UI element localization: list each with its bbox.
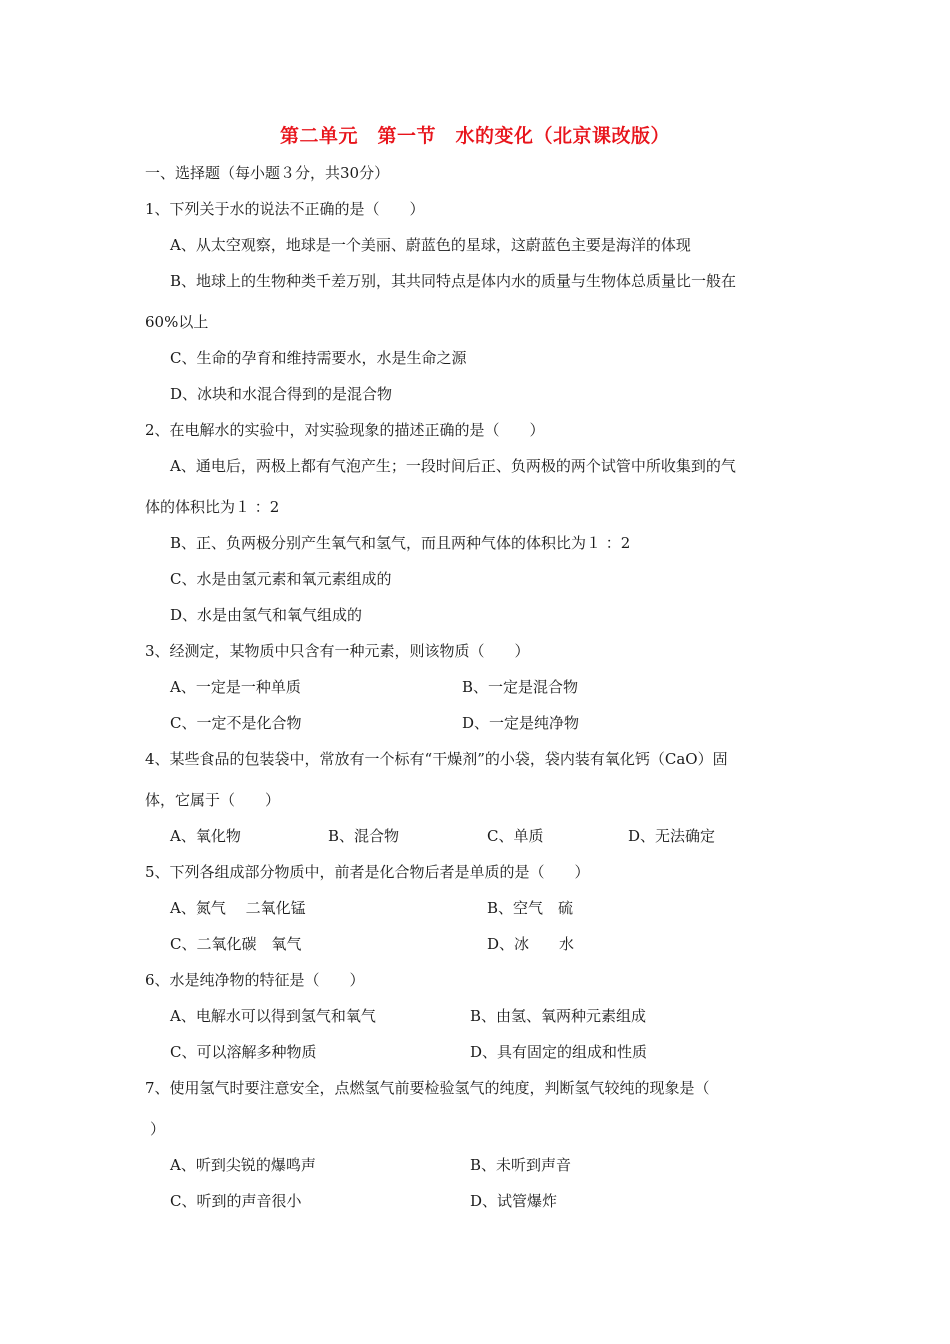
question-3-option-b: B、一定是混合物 — [462, 678, 579, 696]
question-3-option-d: D、一定是纯净物 — [462, 714, 580, 732]
question-1-option-c: C、生命的孕育和维持需要水，水是生命之源 — [170, 349, 467, 367]
question-5-option-c: C、二氧化碳 氧气 — [170, 935, 302, 953]
question-7-stem: 7、使用氢气时要注意安全，点燃氢气前要检验氢气的纯度，判断氢气较纯的现象是（ — [145, 1079, 710, 1097]
page-title: 第二单元 第一节 水的变化（北京课改版） — [279, 125, 670, 147]
question-4-option-c: C、单质 — [487, 827, 544, 845]
question-3-option-c: C、一定不是化合物 — [170, 714, 302, 732]
question-3-option-a: A、一定是一种单质 — [170, 678, 301, 696]
question-1-option-b: B、地球上的生物种类千差万别，其共同特点是体内水的质量与生物体总质量比一般在 — [170, 272, 737, 290]
question-6-stem: 6、水是纯净物的特征是（ ） — [145, 971, 365, 989]
question-4-option-b: B、混合物 — [328, 827, 400, 845]
section-heading: 一、选择题（每小题３分，共30分） — [145, 164, 390, 182]
question-7-option-a: A、听到尖锐的爆鸣声 — [170, 1156, 316, 1174]
question-4-option-a: A、氧化物 — [170, 827, 241, 845]
question-6-option-a: A、电解水可以得到氢气和氧气 — [170, 1007, 376, 1025]
question-6-option-d: D、具有固定的组成和性质 — [470, 1043, 648, 1061]
question-2-stem: 2、在电解水的实验中，对实验现象的描述正确的是（ ） — [145, 421, 545, 439]
question-4-stem: 4、某些食品的包装袋中，常放有一个标有“干燥剂”的小袋，袋内装有氧化钙（CaO）固 — [145, 750, 728, 768]
question-4-stem-cont: 体，它属于（ ） — [145, 791, 281, 809]
question-1-option-b-cont: 60%以上 — [145, 313, 209, 331]
question-2-option-d: D、水是由氢气和氧气组成的 — [170, 606, 363, 624]
question-5-option-b: B、空气 硫 — [487, 899, 574, 917]
question-1-stem: 1、下列关于水的说法不正确的是（ ） — [145, 200, 425, 218]
question-2-option-a-cont: 体的体积比为１ ：2 — [145, 498, 280, 516]
question-7-option-c: C、听到的声音很小 — [170, 1192, 302, 1210]
question-5-option-a: A、氮气 二氧化锰 — [170, 899, 306, 917]
question-4-option-d: D、无法确定 — [628, 827, 716, 845]
question-7-stem-cont: ） — [150, 1120, 166, 1138]
question-2-option-c: C、水是由氢元素和氧元素组成的 — [170, 570, 392, 588]
question-5-stem: 5、下列各组成部分物质中，前者是化合物后者是单质的是（ ） — [145, 863, 590, 881]
question-1-option-a: A、从太空观察，地球是一个美丽、蔚蓝色的星球，这蔚蓝色主要是海洋的体现 — [170, 236, 691, 254]
question-7-option-d: D、试管爆炸 — [470, 1192, 558, 1210]
question-3-stem: 3、经测定，某物质中只含有一种元素，则该物质（ ） — [145, 642, 530, 660]
question-2-option-a: A、通电后，两极上都有气泡产生；一段时间后正、负两极的两个试管中所收集到的气 — [170, 457, 736, 475]
question-2-option-b: B、正、负两极分别产生氧气和氢气，而且两种气体的体积比为１ ：2 — [170, 534, 631, 552]
question-5-option-d: D、冰 水 — [487, 935, 575, 953]
question-6-option-b: B、由氢、氧两种元素组成 — [470, 1007, 647, 1025]
question-6-option-c: C、可以溶解多种物质 — [170, 1043, 317, 1061]
question-7-option-b: B、未听到声音 — [470, 1156, 572, 1174]
question-1-option-d: D、冰块和水混合得到的是混合物 — [170, 385, 393, 403]
